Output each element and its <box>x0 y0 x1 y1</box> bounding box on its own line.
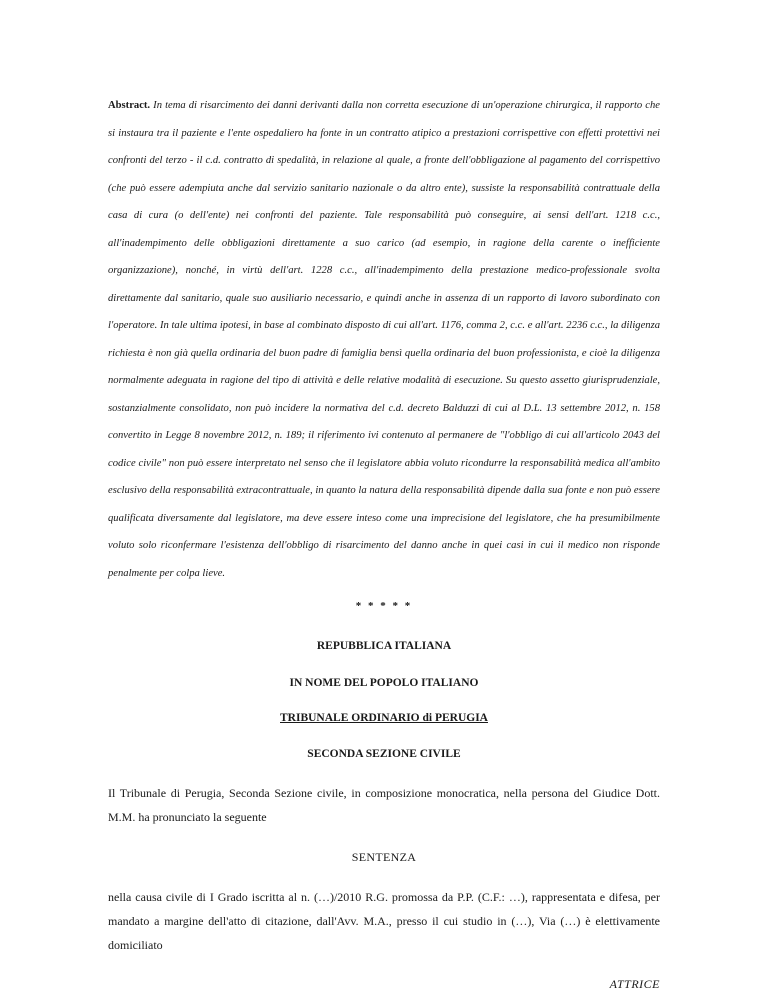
abstract-text: In tema di risarcimento dei danni derivanti dalla non corretta esecuzione di un'operazione chirurgica, il rapporto che si instaura tra il paziente e l'ente ospedaliero ha fonte in un contratto atipico a prestazioni corrispettive con effetti protettivi nei confronti del terzo - il c.d. contratto di spedalità, in relazione al quale, a fronte dell'obbligazione al pagamento del corrispettivo (che può essere adempiuta anche dal servizio sanitario nazionale o da altro ente), sussiste la responsabilità contrattuale della casa di cura (o dell'ente) nei confronti del paziente. Tale responsabilità può conseguire, ai sensi dell'art. 1218 c.c., all'inadempimento delle obbligazioni direttamente a suo carico (ad esempio, in ragione della carente o inefficiente organizzazione), nonché, in virtù dell'art. 1228 c.c., all'inadempimento della prestazione medico-professionale svolta direttamente dal sanitario, quale suo ausiliario necessario, e quindi anche in assenza di un rapporto di lavoro subordinato con l'operatore. In tale ultima ipotesi, in base al combinato disposto di cui all'art. 1176, comma 2, c.c. e all'art. 2236 c.c., la diligenza richiesta è non già quella ordinaria del buon padre di famiglia bensì quella ordinaria del buon professionista, e cioè la diligenza normalmente adeguata in ragione del tipo di attività e delle relative modalità di esecuzione. Su questo assetto giurisprudenziale, sostanzialmente consolidato, non può incidere la normativa del c.d. decreto Balduzzi di cui al D.L. 13 settembre 2012, n. 158 convertito in Legge 8 novembre 2012, n. 189; il riferimento ivi contenuto al permanere de "l'obbligo di cui all'articolo 2043 del codice civile" non può essere interpretato nel senso che il legislatore abbia voluto ricondurre la responsabilità medica all'ambito esclusivo della responsabilità extracontrattuale, in quanto la natura della responsabilità dipende dalla sua fonte e non può essere qualificata diversamente dal legislatore, ma deve essere inteso come una imprecisione del legislatore, che ha presumibilmente voluto solo riconfermare l'esistenza dell'obbligo di risarcimento del danno anche in quei casi in cui il medico non risponde penalmente per colpa lieve. <box>108 100 660 579</box>
heading-section: SECONDA SEZIONE CIVILE <box>307 748 461 760</box>
document-page <box>108 92 660 992</box>
intro-paragraph: Il Tribunale di Perugia, Seconda Sezione civile, in composizione monocratica, nella persona del Giudice Dott. M.M. ha pronunciato la seguente <box>108 786 660 824</box>
sentenza-title: SENTENZA <box>351 850 417 864</box>
party-role: ATTRICE <box>609 977 660 991</box>
abstract-label: Abstract. <box>108 100 151 111</box>
heading-republic: REPUBBLICA ITALIANA <box>316 640 452 652</box>
heading-people: IN NOME DEL POPOLO ITALIANO <box>289 677 479 689</box>
abstract-paragraph <box>108 92 660 587</box>
section-separator: * * * * * <box>355 600 413 612</box>
case-paragraph: nella causa civile di I Grado iscritta al n. (…)/2010 R.G. promossa da P.P. (C.F.: …), rappresentata e difesa, per mandato a margine dell'atto di citazione, dall'Avv. M.A., presso il cui studio in (…), Via (…) è elettivamente domiciliato <box>108 890 660 952</box>
heading-court: TRIBUNALE ORDINARIO di PERUGIA <box>280 712 488 724</box>
